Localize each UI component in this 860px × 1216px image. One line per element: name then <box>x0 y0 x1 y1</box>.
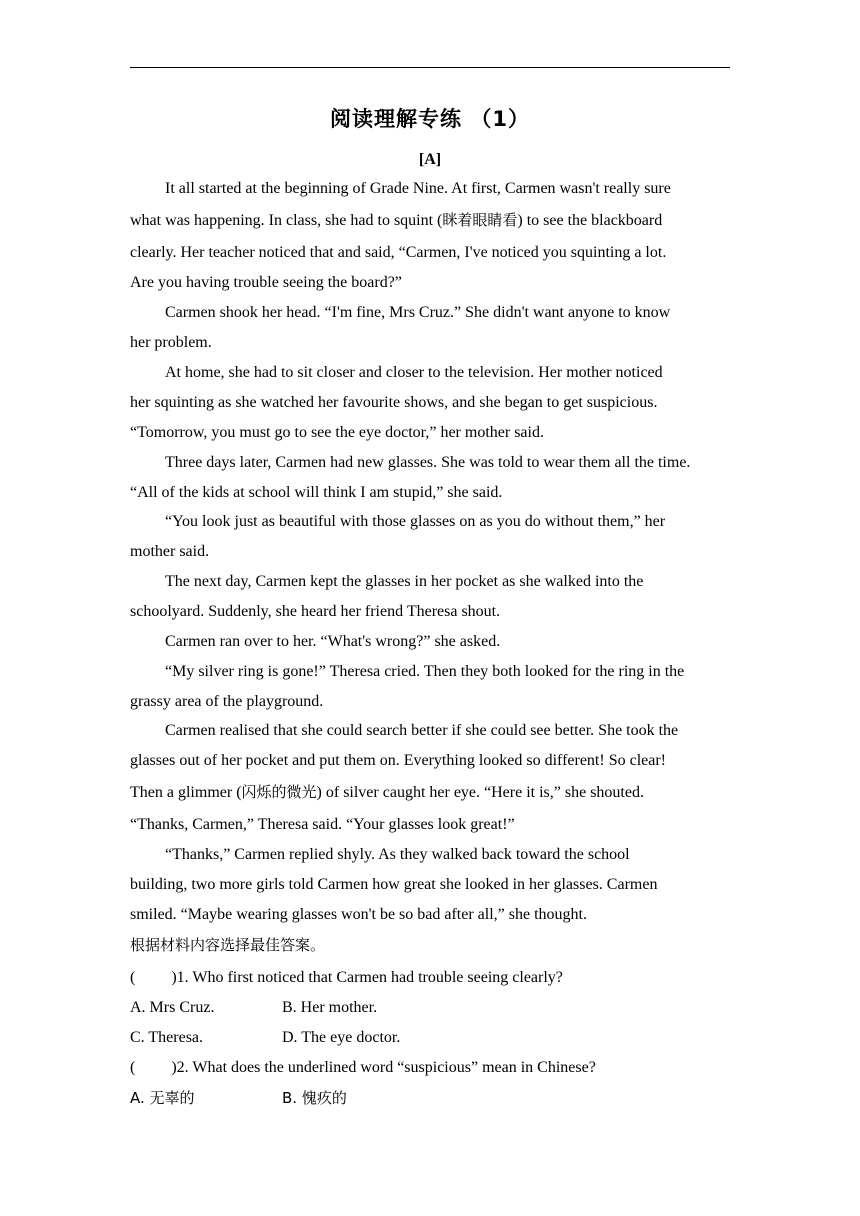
question-text: )2. What does the underlined word “suspicious” mean in Chinese? <box>171 1059 596 1076</box>
passage-line: her squinting as she watched her favourite shows, and she began to get suspicious. <box>130 394 658 411</box>
option-a: A. 无辜的 <box>130 1089 195 1107</box>
passage-line: Are you having trouble seeing the board?” <box>130 274 402 291</box>
option-a: A. Mrs Cruz. <box>130 999 215 1016</box>
passage-text: Then a glimmer ( <box>130 784 242 801</box>
passage-text: what was happening. In class, she had to squint ( <box>130 212 443 229</box>
passage-line: glasses out of her pocket and put them on. Everything looked so different! So clear! <box>130 752 667 769</box>
option-b: B. Her mother. <box>282 999 378 1016</box>
passage-text: ) of silver caught her eye. “Here it is,” she shouted. <box>316 784 644 801</box>
passage-line: grassy area of the playground. <box>130 693 324 710</box>
passage-line <box>130 780 644 805</box>
chinese-gloss: 眯着眼睛看 <box>442 211 518 229</box>
option-c: C. Theresa. <box>130 1029 204 1046</box>
passage-line: “You look just as beautiful with those glasses on as you do without them,” her <box>165 513 666 530</box>
passage-line: “Thanks, Carmen,” Theresa said. “Your glasses look great!” <box>130 816 515 833</box>
answer-paren: ( <box>130 969 136 986</box>
page-title: 阅读理解专练 （1） <box>330 107 530 131</box>
passage-line: At home, she had to sit closer and closer to the television. Her mother noticed <box>165 364 663 381</box>
passage-line: Three days later, Carmen had new glasses. She was told to wear them all the time. <box>165 454 691 471</box>
passage-line: The next day, Carmen kept the glasses in her pocket as she walked into the <box>165 573 644 590</box>
passage-line: clearly. Her teacher noticed that and said, “Carmen, I've noticed you squinting a lot. <box>130 244 667 261</box>
question-text: )1. Who first noticed that Carmen had trouble seeing clearly? <box>171 969 563 986</box>
passage-line: “Tomorrow, you must go to see the eye doctor,” her mother said. <box>130 424 544 441</box>
passage-line: “My silver ring is gone!” Theresa cried. Then they both looked for the ring in the <box>165 663 685 680</box>
answer-paren: ( <box>130 1059 136 1076</box>
passage-line: “Thanks,” Carmen replied shyly. As they walked back toward the school <box>165 846 630 863</box>
section-label: [A] <box>418 151 442 168</box>
passage-line: It all started at the beginning of Grade Nine. At first, Carmen wasn't really sure <box>165 180 671 197</box>
passage-line: Carmen shook her head. “I'm fine, Mrs Cruz.” She didn't want anyone to know <box>165 304 671 321</box>
option-b: B. 愧疚的 <box>282 1089 347 1107</box>
passage-line: Carmen realised that she could search better if she could see better. She took the <box>165 722 679 739</box>
passage-line: schoolyard. Suddenly, she heard her friend Theresa shout. <box>130 603 501 620</box>
passage-line: Carmen ran over to her. “What's wrong?” she asked. <box>165 633 501 650</box>
passage-line: her problem. <box>130 334 212 351</box>
passage-line: building, two more girls told Carmen how great she looked in her glasses. Carmen <box>130 876 658 893</box>
passage-line: mother said. <box>130 543 210 560</box>
chinese-gloss: 闪烁的微光 <box>241 783 317 801</box>
passage-line <box>130 208 662 233</box>
option-d: D. The eye doctor. <box>282 1029 401 1046</box>
passage-line: “All of the kids at school will think I am stupid,” she said. <box>130 484 503 501</box>
passage-line: smiled. “Maybe wearing glasses won't be so bad after all,” she thought. <box>130 906 587 923</box>
question-stem <box>130 1056 596 1080</box>
instruction: 根据材料内容选择最佳答案。 <box>130 936 326 954</box>
passage-text: ) to see the blackboard <box>517 212 663 229</box>
header-rule <box>130 67 730 68</box>
question-stem <box>130 966 563 990</box>
